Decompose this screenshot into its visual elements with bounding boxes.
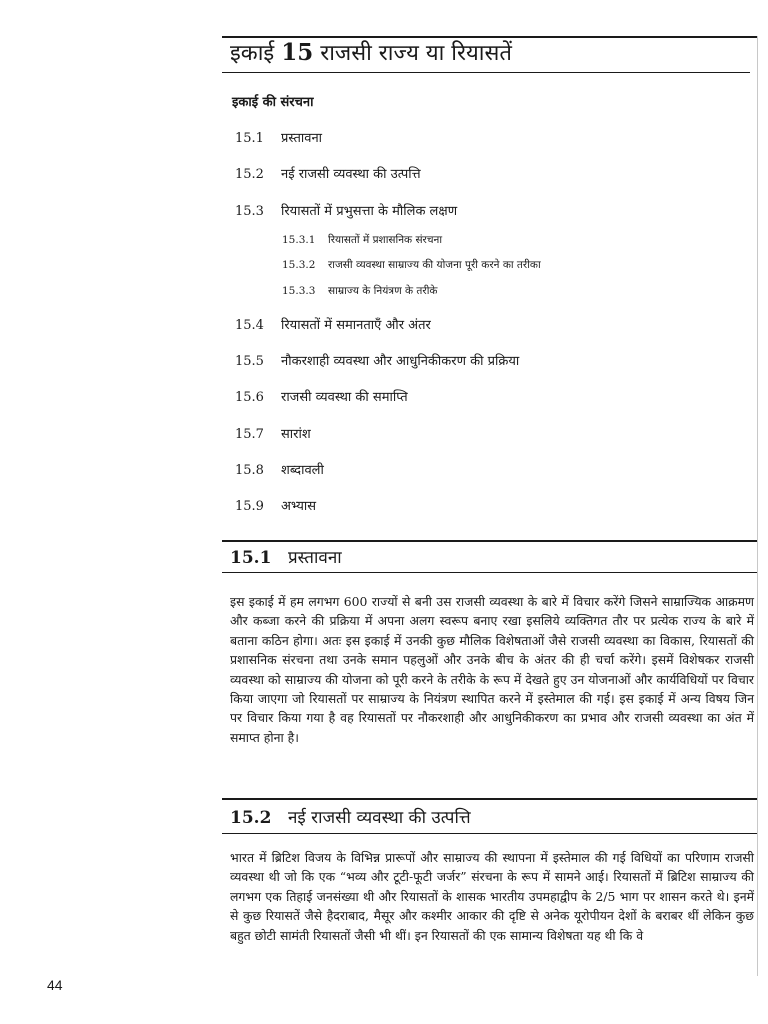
toc-sub-label: साम्राज्य के नियंत्रण के तरीके — [328, 285, 438, 297]
toc-item — [235, 460, 324, 478]
toc-item — [235, 315, 431, 333]
toc-sub-label: रियासतों में प्रशासनिक संरचना — [328, 234, 443, 246]
toc-subitem — [282, 233, 442, 247]
toc-sub-number: 15.3.2 — [282, 259, 316, 271]
section-paragraph: इस इकाई में हम लगभग 600 राज्यों से बनी उस राजसी व्यवस्था के बारे में विचार करेंगे जिसने साम्राज्यिक आक्रमण और कब्जा करने की प्रक्रिया में अपना अलग स्वरूप बनाए रखा इसलिये व्यक्तिगत तौर पर प्रत्येक राज्य के बारे में बताना कठिन होगा। अतः इस इकाई में उनकी कुछ मौलिक विशेषताओं जैसे राजसी व्यवस्था का विकास, रियासतों की प्रशासनिक संरचना तथा उनके समान पहलुओं और उनके बीच के अंतर की ही चर्चा करेंगे। इसमें विशेषकर राजसी व्यवस्था को साम्राज्य की योजना को पूरी करने के तरीके के रूप में देखते हुए उन योजनाओं और कार्यविधियों पर विचार किया जाएगा जो रियासतों पर साम्राज्य के नियंत्रण स्थापित करने में इस्तेमाल की गई। इस इकाई में अन्य विषय जिन पर विचार किया गया है वह रियासतों पर नौकरशाही और आधुनिकीकरण का प्रभाव और राजसी व्यवस्था का अंत में समाप्त होना है। — [230, 594, 754, 745]
toc-subitem — [282, 258, 541, 272]
section-number: 15.2 — [230, 808, 272, 828]
unit-title — [230, 38, 750, 69]
toc-sub-number: 15.3.3 — [282, 285, 316, 297]
toc-item — [235, 387, 408, 405]
section-bottom-rule — [222, 833, 757, 834]
toc-label: शब्दावली — [281, 463, 324, 478]
toc-label: प्रस्तावना — [281, 131, 323, 146]
toc-number: 15.3 — [235, 204, 264, 219]
toc-label: रियासतों में समानताएँ और अंतर — [281, 318, 431, 333]
toc-number: 15.8 — [235, 463, 264, 478]
toc-sub-label: राजसी व्यवस्था साम्राज्य की योजना पूरी करने का तरीका — [328, 259, 541, 271]
toc-subitem — [282, 284, 437, 298]
toc-number: 15.9 — [235, 499, 264, 514]
toc-number: 15.6 — [235, 390, 264, 405]
section-title: प्रस्तावना — [288, 548, 342, 568]
section-title: नई राजसी व्यवस्था की उत्पत्ति — [288, 808, 471, 828]
toc-label: सारांश — [281, 427, 311, 442]
toc-item — [235, 496, 316, 514]
page-number: 44 — [47, 977, 63, 993]
toc-item — [235, 128, 322, 146]
title-bottom-rule — [222, 72, 750, 73]
toc-item — [235, 351, 519, 369]
toc-item — [235, 164, 421, 182]
toc-number: 15.1 — [235, 131, 264, 146]
toc-sub-number: 15.3.1 — [282, 234, 316, 246]
toc-label: नौकरशाही व्यवस्था और आधुनिकीकरण की प्रक्रिया — [281, 354, 520, 369]
unit-prefix: इकाई — [230, 41, 275, 66]
toc-number: 15.5 — [235, 354, 264, 369]
toc-number: 15.7 — [235, 427, 264, 442]
section-heading — [230, 545, 342, 568]
toc-label: रियासतों में प्रभुसत्ता के मौलिक लक्षण — [281, 204, 458, 219]
toc-label: राजसी व्यवस्था की समाप्ति — [281, 390, 408, 405]
toc-number: 15.2 — [235, 167, 264, 182]
toc-item — [235, 201, 457, 219]
section-heading — [230, 805, 471, 828]
section-number: 15.1 — [230, 548, 272, 568]
unit-title-text: राजसी राज्य या रियासतें — [320, 41, 512, 66]
section-top-rule — [222, 540, 757, 542]
section-bottom-rule — [222, 572, 757, 573]
toc-label: अभ्यास — [281, 499, 317, 514]
unit-number: 15 — [281, 39, 314, 66]
toc-label: नई राजसी व्यवस्था की उत्पत्ति — [281, 167, 421, 182]
section-top-rule — [222, 798, 757, 800]
structure-heading: इकाई की संरचना — [232, 95, 314, 110]
toc-number: 15.4 — [235, 318, 264, 333]
section-paragraph: भारत में ब्रिटिश विजय के विभिन्न प्रारूपों और साम्राज्य की स्थापना में इस्तेमाल की गई विधियों का परिणाम राजसी व्यवस्था थी जो कि एक “भव्य और टूटी-फूटी जर्जर” संरचना के रूप में सामने आई। रियासतों में ब्रिटिश साम्राज्य की लगभग एक तिहाई जनसंख्या थी और रियासतों के शासक भारतीय उपमहाद्वीप के 2/5 भाग पर शासन करते थे। इनमें से कुछ रियासतें जैसे हैदराबाद, मैसूर और कश्मीर आकार की दृष्टि से अनेक यूरोपीयन देशों के बराबर थीं लेकिन कुछ बहुत छोटी सामंती रियासतों जैसी भी थीं। इन रियासतों की एक सामान्य विशेषता यह थी कि वे — [230, 850, 754, 943]
toc-item — [235, 424, 311, 442]
page-edge-line — [757, 36, 758, 976]
